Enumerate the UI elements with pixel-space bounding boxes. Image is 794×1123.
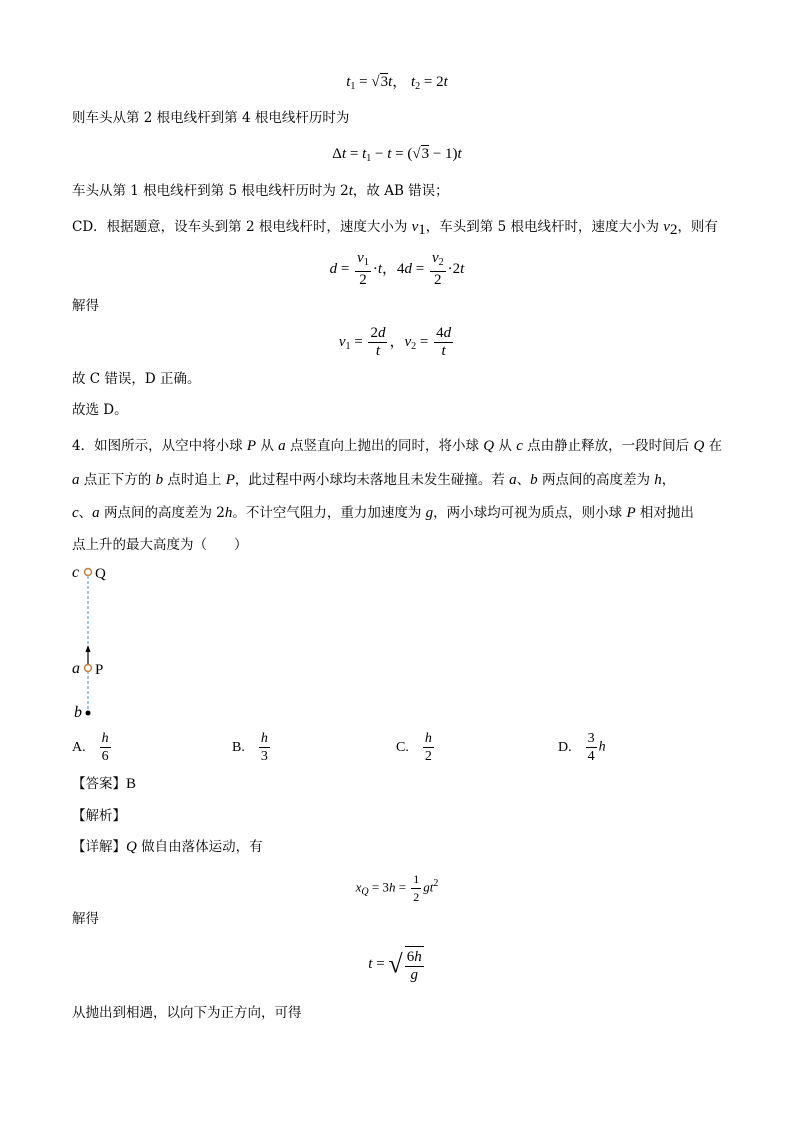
separator: ， bbox=[392, 74, 408, 90]
equation-delta-t: $\Delta t = t_1 - t = (√3 - 1)t$ bbox=[332, 146, 462, 164]
text-line: 解得 bbox=[72, 298, 99, 314]
detail-line bbox=[72, 837, 263, 857]
option-C[interactable] bbox=[396, 730, 436, 765]
equation-d: d = $\frac{v_1}{2}$ ·t，4d = $\frac{v_2}{2}$ ·2t bbox=[329, 250, 465, 288]
text-segment: ， bbox=[661, 472, 676, 488]
var-c: c bbox=[72, 505, 79, 521]
text-segment: 从 bbox=[494, 438, 517, 454]
question-4-line-2 bbox=[72, 470, 675, 490]
text-segment: 点竖直向上抛出的同时，将小球 bbox=[285, 438, 484, 454]
text-segment: 在 bbox=[704, 438, 723, 454]
text-segment: 4．如图所示，从空中将小球 bbox=[72, 438, 247, 454]
var-g: g bbox=[425, 505, 434, 521]
text-segment: ，故 AB 错误； bbox=[352, 183, 449, 199]
text-segment: 点由静止释放，一段时间后 bbox=[522, 438, 694, 454]
var-a: a bbox=[72, 472, 80, 488]
var-h: h bbox=[224, 505, 233, 521]
var-a: a bbox=[509, 472, 517, 488]
equation-v: $v_1$ = $\frac{2d}{t}$ ，$v_2$ = $\frac{4d}{t}$ bbox=[338, 325, 452, 360]
option-denominator: 2 bbox=[424, 749, 432, 764]
answer-label: 【答案】 bbox=[72, 776, 126, 792]
var-v: v bbox=[663, 219, 670, 235]
option-numerator: 3 bbox=[587, 731, 595, 746]
text-line: 从抛出到相遇，以向下为正方向，可得 bbox=[72, 1005, 302, 1021]
subscript: 2 bbox=[415, 81, 421, 92]
option-label: D. bbox=[558, 739, 572, 755]
text-segment: 两点间的高度差为 bbox=[537, 472, 655, 488]
text-line: 则车头从第 2 根电线杆到第 4 根电线杆历时为 bbox=[72, 110, 350, 126]
operator: = bbox=[355, 74, 372, 90]
point-b bbox=[86, 711, 91, 716]
var-t: t bbox=[411, 74, 416, 90]
option-label: A. bbox=[72, 739, 86, 755]
label-b: b bbox=[74, 704, 82, 721]
option-denominator: 4 bbox=[587, 749, 595, 764]
var-c: c bbox=[516, 438, 523, 454]
var-P: P bbox=[246, 438, 257, 454]
label-Q: Q bbox=[95, 566, 106, 582]
question-4-line-3 bbox=[72, 503, 694, 523]
var-h: h bbox=[654, 472, 662, 488]
ball-P bbox=[85, 665, 92, 672]
var-Q: Q bbox=[483, 438, 495, 454]
var-P: P bbox=[225, 472, 235, 488]
text-line: 故选 D。 bbox=[72, 402, 128, 418]
var-t: t bbox=[443, 74, 448, 90]
option-label: C. bbox=[396, 739, 409, 755]
ball-Q bbox=[85, 569, 92, 576]
subscript: 1 bbox=[350, 81, 356, 92]
question-figure bbox=[68, 562, 138, 722]
option-A[interactable] bbox=[72, 730, 113, 765]
text-segment: 做自由落体运动，有 bbox=[136, 839, 263, 855]
var-P: P bbox=[626, 505, 636, 521]
option-numerator: h bbox=[260, 731, 268, 746]
text-segment: 车头从第 1 根电线杆到第 5 根电线杆历时为 2 bbox=[72, 183, 349, 199]
detail-label: 【详解】 bbox=[72, 839, 126, 855]
operator: = 2 bbox=[420, 74, 444, 90]
text-segment: 点正下方的 bbox=[79, 472, 156, 488]
var-a: a bbox=[278, 438, 286, 454]
var-t: t bbox=[346, 74, 351, 90]
equation-t-sqrt: t = √ $\frac{6h}{g}$ bbox=[0, 940, 794, 989]
text-segment: 从 bbox=[256, 438, 279, 454]
question-4-line-4: 点上升的最大高度为（ ） bbox=[72, 537, 248, 553]
analysis-label: 【解析】 bbox=[72, 808, 126, 824]
option-D[interactable] bbox=[558, 730, 606, 765]
text-segment: 点时追上 bbox=[163, 472, 226, 488]
var-Q: Q bbox=[126, 839, 137, 855]
text-line bbox=[72, 181, 449, 201]
velocity-arrow-head bbox=[86, 645, 91, 652]
text-segment: ，车头到第 5 根电线杆时，速度大小为 bbox=[425, 219, 664, 235]
equation-xq: $x_Q = 3h$ = $\frac{1}{2}$ $gt^2$ bbox=[355, 871, 439, 904]
question-4-line-1 bbox=[72, 436, 722, 456]
text-segment: 、 bbox=[516, 472, 531, 488]
answer-value: B bbox=[126, 776, 137, 792]
label-P: P bbox=[95, 662, 104, 678]
label-a: a bbox=[72, 660, 80, 677]
option-B[interactable] bbox=[232, 730, 272, 765]
text-segment: ，则有 bbox=[677, 219, 718, 235]
equation-t1-t2: $t_1 = √3t$， $t_2 = 2t$ bbox=[346, 74, 448, 92]
var-b: b bbox=[155, 472, 164, 488]
option-label: B. bbox=[232, 739, 245, 755]
text-segment: 两点间的高度差为 2 bbox=[99, 505, 225, 521]
option-numerator: h bbox=[424, 731, 432, 746]
text-segment: ，此过程中两小球均未落地且未发生碰撞。若 bbox=[234, 472, 510, 488]
text-segment: 、 bbox=[78, 505, 93, 521]
option-denominator: 3 bbox=[260, 749, 268, 764]
text-segment: CD．根据题意，设车头到第 2 根电线杆时，速度大小为 bbox=[72, 219, 412, 235]
var-t: t bbox=[388, 74, 393, 90]
answer-line bbox=[72, 774, 136, 794]
text-line: 故 C 错误，D 正确。 bbox=[72, 371, 201, 387]
text-line: 解得 bbox=[72, 911, 99, 927]
sqrt-content: 3 bbox=[380, 74, 389, 90]
text-segment: ，两小球均可视为质点，则小球 bbox=[433, 505, 627, 521]
option-suffix: h bbox=[598, 739, 606, 755]
var-v: v bbox=[411, 219, 419, 235]
text-segment: 。不计空气阻力，重力加速度为 bbox=[232, 505, 426, 521]
var-t: t bbox=[348, 183, 353, 199]
text-segment: 相对抛出 bbox=[635, 505, 694, 521]
var-Q: Q bbox=[693, 438, 705, 454]
var-a: a bbox=[92, 505, 100, 521]
option-numerator: h bbox=[101, 731, 109, 746]
text-line: CD．根据题意，设车头到第 2 根电线杆时，速度大小为 $v_1$，车头到第 5 根电线杆时，速度大小为 $v_2$，则有 bbox=[72, 219, 718, 238]
label-c: c bbox=[72, 564, 80, 581]
option-denominator: 6 bbox=[101, 749, 109, 764]
var-b: b bbox=[530, 472, 538, 488]
